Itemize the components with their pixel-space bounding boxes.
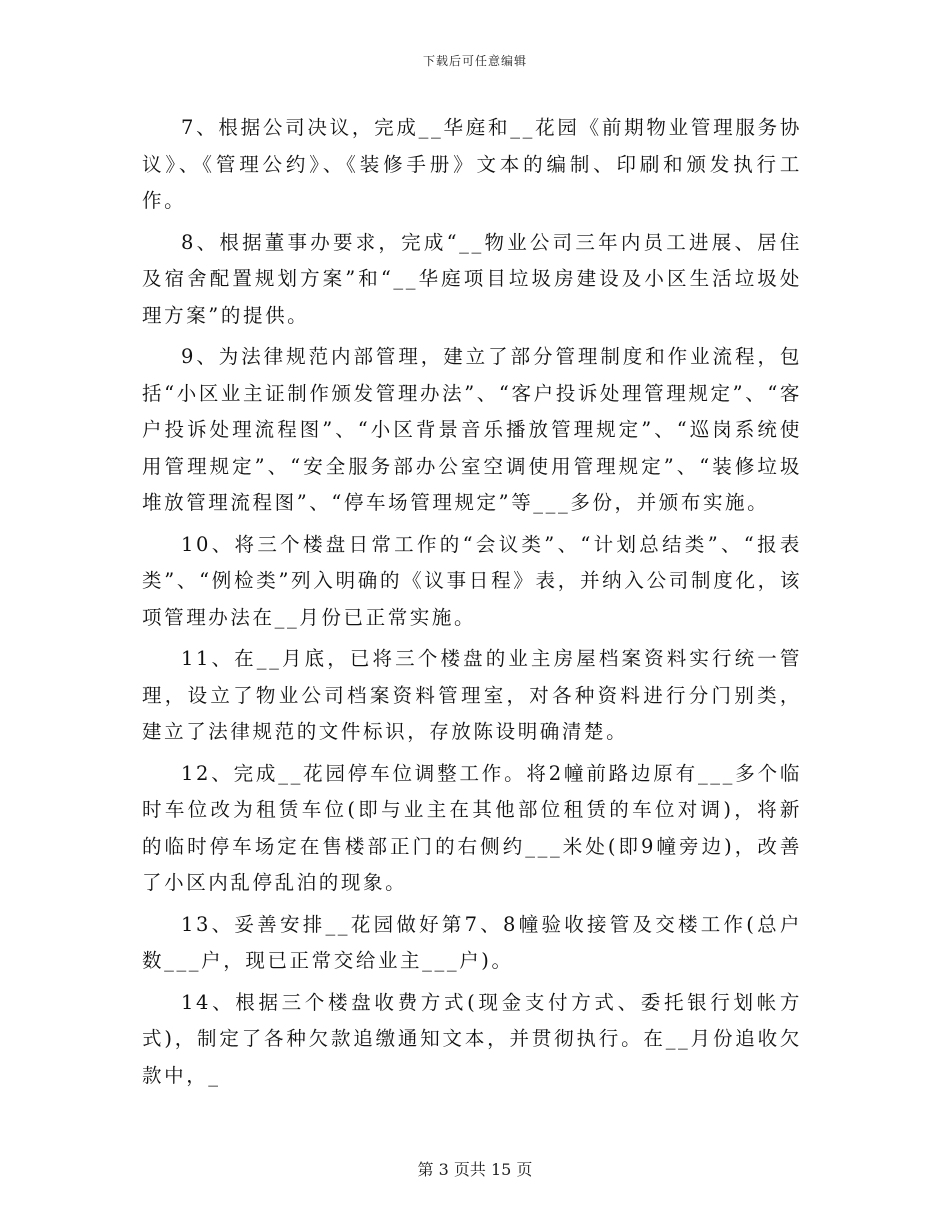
paragraph-item-8: 8、根据董事办要求，完成“__物业公司三年内员工进展、居住及宿舍配置规划方案”和“__华庭项目垃圾房建设及小区生活垃圾处理方案”的提供。: [142, 230, 802, 327]
document-body: [142, 110, 802, 1099]
paragraph-item-10: 10、将三个楼盘日常工作的“会议类”、“计划总结类”、“报表类”、“例检类”列入明确的《议事日程》表，并纳入公司制度化，该项管理办法在__月份已正常实施。: [142, 532, 802, 629]
paragraph-item-7: 7、根据公司决议，完成__华庭和__花园《前期物业管理服务协议》、《管理公约》、《装修手册》文本的编制、印刷和颁发执行工作。: [142, 116, 802, 212]
paragraph-item-11: 11、在__月底，已将三个楼盘的业主房屋档案资料实行统一管理，设立了物业公司档案资料管理室，对各种资料进行分门别类，建立了法律规范的文件标识，存放陈设明确清楚。: [142, 647, 802, 743]
paragraph-item-12: 12、完成__花园停车位调整工作。将2幢前路边原有___多个临时车位改为租赁车位(即与业主在其他部位租赁的车位对调)，将新的临时停车场定在售楼部正门的右侧约___米处(即9幢旁边)，改善了小区内乱停乱泊的现象。: [142, 761, 802, 894]
page-number-footer: 第 3 页共 15 页: [417, 1160, 533, 1179]
paragraph-item-14: 14、根据三个楼盘收费方式(现金支付方式、委托银行划帐方式)，制定了各种欠款追缴通知文本，并贯彻执行。在__月份追收欠款中，_: [142, 990, 802, 1087]
paragraph-item-13: 13、妥善安排__花园做好第7、8幢验收接管及交楼工作(总户数___户，现已正常交给业主___户)。: [142, 912, 802, 972]
paragraph-item-9: 9、为法律规范内部管理，建立了部分管理制度和作业流程，包括“小区业主证制作颁发管理办法”、“客户投诉处理管理规定”、“客户投诉处理流程图”、“小区背景音乐播放管理规定”、“巡岗系统使用管理规定”、“安全服务部办公室空调使用管理规定”、“装修垃圾堆放管理流程图”、“停车场管理规定”等___多份，并颁布实施。: [142, 345, 802, 514]
page-header: 下载后可任意编辑: [422, 54, 527, 68]
